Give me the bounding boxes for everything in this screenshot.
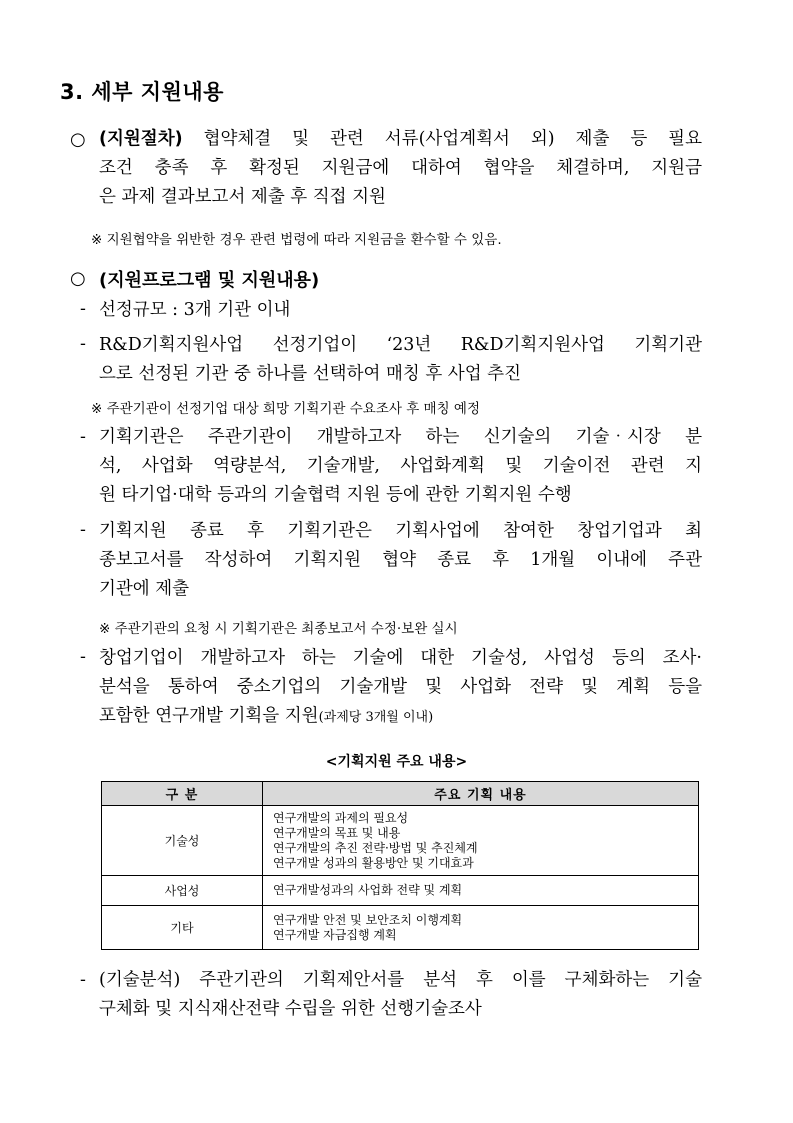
matching-note: ※ 주관기관이 선정기업 대상 희망 기획기관 수요조사 후 매칭 예정 xyxy=(91,401,480,417)
procedure-line-1: 협약체결 및 관련 서류(사업계획서 외) 제출 등 필요 xyxy=(203,129,702,149)
table-header-content: 주요 기획 내용 xyxy=(263,782,699,806)
support-line-3: 원 타기업·대학 등과의 기술협력 지원 등에 관한 기획지원 수행 xyxy=(99,485,572,505)
table-row xyxy=(102,876,699,906)
table-item: 연구개발의 추진 전략·방법 및 추진체계 xyxy=(273,840,478,855)
report-line-2: 종보고서를 작성하여 기획지원 협약 종료 후 1개월 이내에 주관 xyxy=(99,550,702,570)
dash-marker: - xyxy=(80,520,86,540)
section-title: 3. 세부 지원내용 xyxy=(60,80,224,104)
matching-line-1: R&D기획지원사업 선정기업이 ‘23년 R&D기획지원사업 기획기관 xyxy=(99,335,702,355)
rnd-line-3: 포함한 연구개발 기획을 지원 xyxy=(99,706,319,726)
analysis-line-2: 구체화 및 지식재산전략 수립을 위한 선행기술조사 xyxy=(99,999,482,1019)
procedure-line-3: 은 과제 결과보고서 제출 후 직접 지원 xyxy=(99,187,386,207)
scale-paragraph xyxy=(99,296,702,325)
table-item: 연구개발 자금집행 계획 xyxy=(273,927,397,942)
procedure-paragraph xyxy=(99,125,702,212)
table-cell-category: 기타 xyxy=(102,906,263,950)
table-row xyxy=(102,806,699,876)
report-note: ※ 주관기관의 요청 시 기획기관은 최종보고서 수정·보완 실시 xyxy=(99,621,458,637)
table-row xyxy=(102,906,699,950)
dash-marker: - xyxy=(80,334,86,354)
program-title: (지원프로그램 및 지원내용) xyxy=(99,270,320,291)
table-item: 연구개발 성과의 활용방안 및 기대효과 xyxy=(273,855,474,870)
table-item: 연구개발 안전 및 보안조치 이행계획 xyxy=(273,912,463,927)
bullet-circle: ○ xyxy=(70,268,86,289)
table-header-row xyxy=(102,782,699,806)
support-line-2: 석, 사업화 역량분석, 기술개발, 사업화계획 및 기술이전 관련 지 xyxy=(99,456,702,476)
matching-paragraph xyxy=(99,331,702,389)
rnd-line-1: 창업기업이 개발하고자 하는 기술에 대한 기술성, 사업성 등의 조사· xyxy=(99,648,702,668)
table-cell-content xyxy=(263,906,699,950)
table-cell-category: 기술성 xyxy=(102,806,263,876)
table-cell-content xyxy=(263,806,699,876)
matching-line-2: 으로 선정된 기관 중 하나를 선택하여 매칭 후 사업 추진 xyxy=(99,364,521,384)
support-paragraph xyxy=(99,423,702,510)
report-paragraph xyxy=(99,517,702,604)
table-header-category: 구 분 xyxy=(102,782,263,806)
table-item: 연구개발성과의 사업화 전략 및 계획 xyxy=(273,883,463,897)
planning-support-table xyxy=(101,781,699,950)
rnd-line-2: 분석을 통하여 중소기업의 기술개발 및 사업화 전략 및 계획 등을 xyxy=(99,677,702,697)
table-item: 연구개발의 과제의 필요성 xyxy=(273,810,409,825)
table-item: 연구개발의 목표 및 내용 xyxy=(273,825,401,840)
rnd-paragraph xyxy=(99,644,702,732)
procedure-line-2: 조건 충족 후 확정된 지원금에 대하여 협약을 체결하며, 지원금 xyxy=(99,158,702,178)
analysis-line-1: (기술분석) 주관기관의 기획제안서를 분석 후 이를 구체화하는 기술 xyxy=(99,970,702,990)
dash-marker: - xyxy=(80,647,86,667)
dash-marker: - xyxy=(80,299,86,319)
procedure-note: ※ 지원협약을 위반한 경우 관련 법령에 따라 지원금을 환수할 수 있음. xyxy=(91,232,502,248)
dash-marker: - xyxy=(80,970,86,990)
support-line-1: 기획기관은 주관기관이 개발하고자 하는 신기술의 기술‧시장 분 xyxy=(99,427,702,447)
rnd-suffix: (과제당 3개월 이내) xyxy=(318,710,434,725)
procedure-title: (지원절차) xyxy=(99,129,183,149)
report-line-3: 기관에 제출 xyxy=(99,579,190,599)
table-cell-content xyxy=(263,876,699,906)
table-caption: <기획지원 주요 내용> xyxy=(325,754,468,770)
bullet-circle: ○ xyxy=(70,129,86,150)
analysis-paragraph xyxy=(99,966,702,1024)
dash-marker: - xyxy=(80,427,86,447)
scale-line: 선정규모 : 3개 기관 이내 xyxy=(99,300,291,320)
report-line-1: 기획지원 종료 후 기획기관은 기획사업에 참여한 창업기업과 최 xyxy=(99,521,702,541)
table-cell-category: 사업성 xyxy=(102,876,263,906)
